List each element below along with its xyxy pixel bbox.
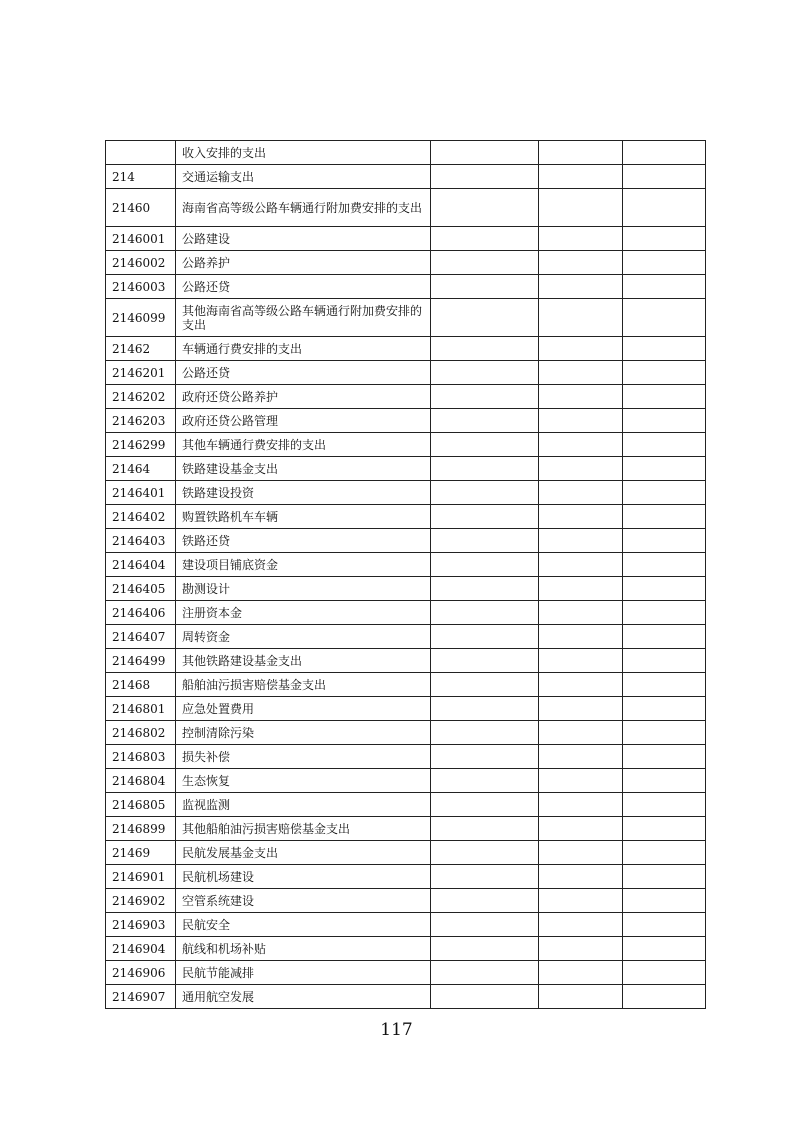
table-body	[106, 141, 706, 1009]
page-number: 117	[380, 1020, 413, 1040]
empty-cell	[539, 961, 623, 985]
name-cell: 政府还贷公路管理	[176, 409, 431, 433]
code-cell: 2146201	[106, 361, 176, 385]
empty-cell	[539, 361, 623, 385]
code-cell: 2146901	[106, 865, 176, 889]
code-cell: 2146299	[106, 433, 176, 457]
empty-cell	[623, 227, 706, 251]
name-cell: 通用航空发展	[176, 985, 431, 1009]
table-row	[106, 361, 706, 385]
empty-cell	[623, 745, 706, 769]
empty-cell	[623, 601, 706, 625]
code-cell: 2146902	[106, 889, 176, 913]
empty-cell	[431, 817, 539, 841]
empty-cell	[431, 865, 539, 889]
name-cell: 其他铁路建设基金支出	[176, 649, 431, 673]
empty-cell	[539, 481, 623, 505]
code-cell: 2146904	[106, 937, 176, 961]
empty-cell	[431, 251, 539, 275]
empty-cell	[431, 361, 539, 385]
empty-cell	[623, 553, 706, 577]
empty-cell	[539, 865, 623, 889]
empty-cell	[623, 937, 706, 961]
table-row	[106, 481, 706, 505]
empty-cell	[623, 337, 706, 361]
empty-cell	[431, 625, 539, 649]
empty-cell	[623, 299, 706, 337]
code-cell: 21469	[106, 841, 176, 865]
empty-cell	[431, 141, 539, 165]
empty-cell	[539, 577, 623, 601]
name-cell: 收入安排的支出	[176, 141, 431, 165]
name-cell: 公路还贷	[176, 275, 431, 299]
name-cell: 民航发展基金支出	[176, 841, 431, 865]
empty-cell	[431, 793, 539, 817]
empty-cell	[431, 481, 539, 505]
code-cell: 21468	[106, 673, 176, 697]
empty-cell	[539, 553, 623, 577]
empty-cell	[623, 985, 706, 1009]
empty-cell	[623, 913, 706, 937]
code-cell: 2146804	[106, 769, 176, 793]
table-row	[106, 553, 706, 577]
code-cell: 2146899	[106, 817, 176, 841]
empty-cell	[431, 385, 539, 409]
empty-cell	[623, 251, 706, 275]
table-row	[106, 275, 706, 299]
table-row	[106, 337, 706, 361]
table-row	[106, 649, 706, 673]
empty-cell	[431, 673, 539, 697]
empty-cell	[539, 697, 623, 721]
table-row	[106, 189, 706, 227]
table-row	[106, 769, 706, 793]
empty-cell	[623, 385, 706, 409]
code-cell: 21464	[106, 457, 176, 481]
empty-cell	[539, 793, 623, 817]
table-row	[106, 529, 706, 553]
empty-cell	[539, 841, 623, 865]
table-row	[106, 697, 706, 721]
empty-cell	[539, 817, 623, 841]
name-cell: 政府还贷公路养护	[176, 385, 431, 409]
code-cell: 2146907	[106, 985, 176, 1009]
empty-cell	[431, 505, 539, 529]
empty-cell	[623, 721, 706, 745]
empty-cell	[623, 361, 706, 385]
code-cell: 2146202	[106, 385, 176, 409]
code-cell: 2146402	[106, 505, 176, 529]
name-cell: 建设项目铺底资金	[176, 553, 431, 577]
empty-cell	[539, 937, 623, 961]
name-cell: 海南省高等级公路车辆通行附加费安排的支出	[176, 189, 431, 227]
code-cell: 2146099	[106, 299, 176, 337]
code-cell: 2146803	[106, 745, 176, 769]
name-cell: 公路还贷	[176, 361, 431, 385]
name-cell: 控制清除污染	[176, 721, 431, 745]
name-cell: 注册资本金	[176, 601, 431, 625]
code-cell: 2146903	[106, 913, 176, 937]
code-cell: 2146801	[106, 697, 176, 721]
empty-cell	[431, 299, 539, 337]
name-cell: 铁路还贷	[176, 529, 431, 553]
code-cell: 2146203	[106, 409, 176, 433]
empty-cell	[431, 601, 539, 625]
name-cell: 勘测设计	[176, 577, 431, 601]
empty-cell	[539, 433, 623, 457]
code-cell: 2146401	[106, 481, 176, 505]
name-cell: 应急处置费用	[176, 697, 431, 721]
empty-cell	[539, 275, 623, 299]
table-row	[106, 841, 706, 865]
budget-table	[105, 140, 706, 1009]
table-row	[106, 625, 706, 649]
name-cell: 民航节能减排	[176, 961, 431, 985]
name-cell: 公路建设	[176, 227, 431, 251]
table-row	[106, 817, 706, 841]
table-row	[106, 937, 706, 961]
empty-cell	[539, 985, 623, 1009]
name-cell: 损失补偿	[176, 745, 431, 769]
code-cell: 21462	[106, 337, 176, 361]
empty-cell	[623, 165, 706, 189]
empty-cell	[539, 141, 623, 165]
table-row	[106, 745, 706, 769]
name-cell: 民航安全	[176, 913, 431, 937]
empty-cell	[431, 529, 539, 553]
empty-cell	[539, 189, 623, 227]
empty-cell	[623, 841, 706, 865]
table-row	[106, 889, 706, 913]
empty-cell	[623, 141, 706, 165]
empty-cell	[539, 649, 623, 673]
table-row	[106, 433, 706, 457]
table-row	[106, 505, 706, 529]
code-cell	[106, 141, 176, 165]
empty-cell	[431, 985, 539, 1009]
name-cell: 船舶油污损害赔偿基金支出	[176, 673, 431, 697]
table-row	[106, 961, 706, 985]
empty-cell	[623, 625, 706, 649]
empty-cell	[623, 649, 706, 673]
empty-cell	[539, 299, 623, 337]
empty-cell	[539, 601, 623, 625]
empty-cell	[431, 337, 539, 361]
code-cell: 2146906	[106, 961, 176, 985]
name-cell: 铁路建设基金支出	[176, 457, 431, 481]
table-row	[106, 165, 706, 189]
empty-cell	[623, 577, 706, 601]
empty-cell	[539, 673, 623, 697]
empty-cell	[623, 769, 706, 793]
table-row	[106, 601, 706, 625]
empty-cell	[431, 165, 539, 189]
empty-cell	[539, 745, 623, 769]
table-row	[106, 299, 706, 337]
code-cell: 2146003	[106, 275, 176, 299]
code-cell: 2146805	[106, 793, 176, 817]
empty-cell	[431, 275, 539, 299]
empty-cell	[623, 275, 706, 299]
table-row	[106, 409, 706, 433]
empty-cell	[431, 889, 539, 913]
empty-cell	[539, 769, 623, 793]
empty-cell	[539, 337, 623, 361]
table-row	[106, 913, 706, 937]
name-cell: 其他车辆通行费安排的支出	[176, 433, 431, 457]
name-cell: 空管系统建设	[176, 889, 431, 913]
name-cell: 铁路建设投资	[176, 481, 431, 505]
empty-cell	[539, 409, 623, 433]
empty-cell	[623, 961, 706, 985]
empty-cell	[623, 793, 706, 817]
empty-cell	[623, 433, 706, 457]
empty-cell	[539, 227, 623, 251]
empty-cell	[431, 189, 539, 227]
name-cell: 车辆通行费安排的支出	[176, 337, 431, 361]
table-row	[106, 985, 706, 1009]
table-row	[106, 577, 706, 601]
empty-cell	[623, 529, 706, 553]
empty-cell	[539, 913, 623, 937]
code-cell: 2146405	[106, 577, 176, 601]
name-cell: 购置铁路机车车辆	[176, 505, 431, 529]
empty-cell	[539, 251, 623, 275]
table-row	[106, 721, 706, 745]
empty-cell	[431, 457, 539, 481]
empty-cell	[431, 409, 539, 433]
empty-cell	[623, 505, 706, 529]
empty-cell	[431, 937, 539, 961]
empty-cell	[623, 697, 706, 721]
empty-cell	[431, 227, 539, 251]
code-cell: 2146404	[106, 553, 176, 577]
name-cell: 生态恢复	[176, 769, 431, 793]
empty-cell	[623, 189, 706, 227]
empty-cell	[431, 649, 539, 673]
table-row	[106, 865, 706, 889]
name-cell: 其他海南省高等级公路车辆通行附加费安排的支出	[176, 299, 431, 337]
code-cell: 21460	[106, 189, 176, 227]
table-row	[106, 673, 706, 697]
empty-cell	[539, 529, 623, 553]
empty-cell	[431, 961, 539, 985]
name-cell: 其他船舶油污损害赔偿基金支出	[176, 817, 431, 841]
empty-cell	[431, 697, 539, 721]
empty-cell	[623, 409, 706, 433]
table-row	[106, 251, 706, 275]
empty-cell	[431, 913, 539, 937]
empty-cell	[431, 553, 539, 577]
table-row	[106, 793, 706, 817]
empty-cell	[539, 165, 623, 189]
empty-cell	[539, 505, 623, 529]
code-cell: 214	[106, 165, 176, 189]
name-cell: 民航机场建设	[176, 865, 431, 889]
empty-cell	[539, 721, 623, 745]
empty-cell	[539, 457, 623, 481]
name-cell: 监视监测	[176, 793, 431, 817]
table-row	[106, 385, 706, 409]
name-cell: 公路养护	[176, 251, 431, 275]
empty-cell	[623, 865, 706, 889]
empty-cell	[623, 673, 706, 697]
empty-cell	[623, 817, 706, 841]
empty-cell	[431, 433, 539, 457]
empty-cell	[431, 577, 539, 601]
empty-cell	[539, 625, 623, 649]
empty-cell	[623, 457, 706, 481]
empty-cell	[431, 721, 539, 745]
code-cell: 2146403	[106, 529, 176, 553]
empty-cell	[539, 385, 623, 409]
empty-cell	[623, 481, 706, 505]
name-cell: 周转资金	[176, 625, 431, 649]
code-cell: 2146001	[106, 227, 176, 251]
empty-cell	[539, 889, 623, 913]
code-cell: 2146499	[106, 649, 176, 673]
name-cell: 交通运输支出	[176, 165, 431, 189]
table-row	[106, 457, 706, 481]
name-cell: 航线和机场补贴	[176, 937, 431, 961]
empty-cell	[431, 769, 539, 793]
empty-cell	[623, 889, 706, 913]
empty-cell	[431, 745, 539, 769]
code-cell: 2146407	[106, 625, 176, 649]
code-cell: 2146802	[106, 721, 176, 745]
code-cell: 2146002	[106, 251, 176, 275]
code-cell: 2146406	[106, 601, 176, 625]
table-row	[106, 227, 706, 251]
empty-cell	[431, 841, 539, 865]
table-row	[106, 141, 706, 165]
